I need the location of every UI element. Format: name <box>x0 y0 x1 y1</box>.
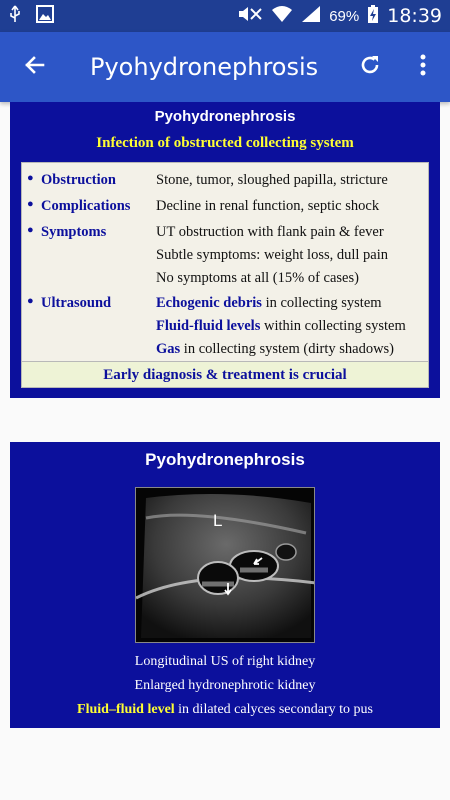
wifi-icon <box>271 5 293 27</box>
item-text: UT obstruction with flank pain & fever <box>156 224 384 240</box>
item-text: Decline in renal function, septic shock <box>156 198 380 214</box>
bullet-icon: ● <box>27 224 34 236</box>
clock: 18:39 <box>387 5 442 27</box>
battery-percent: 69% <box>329 7 360 25</box>
overflow-menu-button[interactable] <box>405 32 441 102</box>
highlight-term: Fluid-fluid levels <box>156 318 261 334</box>
term-label: Ultrasound <box>41 295 112 311</box>
more-vert-icon <box>420 54 426 81</box>
battery-charging-icon <box>367 4 379 28</box>
image-icon <box>36 5 54 28</box>
slide1-footer: Early diagnosis & treatment is crucial <box>22 361 428 387</box>
back-button[interactable] <box>0 32 70 102</box>
usb-icon <box>8 5 22 28</box>
caption-line: Enlarged hydronephrotic kidney <box>134 678 316 693</box>
highlight-term: Echogenic debris <box>156 295 262 311</box>
item-text: Gas in collecting system (dirty shadows) <box>156 341 395 357</box>
term-label: Obstruction <box>41 172 116 188</box>
term-label: Symptoms <box>41 224 107 240</box>
status-bar <box>0 0 450 32</box>
slide1-subtitle: Infection of obstructed collecting system <box>96 135 354 151</box>
slide1-title: Pyohydronephrosis <box>154 108 296 125</box>
slide1-content-panel <box>21 162 429 388</box>
arrow-left-icon <box>23 53 47 82</box>
ultrasound-image <box>135 487 315 643</box>
page-title: Pyohydronephrosis <box>90 53 319 81</box>
image-label: L <box>213 511 223 530</box>
app-bar <box>0 32 450 102</box>
item-text: No symptoms at all (15% of cases) <box>156 270 359 286</box>
slide2-title: Pyohydronephrosis <box>145 450 305 469</box>
bullet-icon: ● <box>27 295 34 307</box>
refresh-icon <box>358 53 382 82</box>
bullet-icon: ● <box>27 172 34 184</box>
highlight-term: Gas <box>156 341 181 357</box>
term-label: Complications <box>41 198 131 214</box>
item-text: Subtle symptoms: weight loss, dull pain <box>156 247 389 263</box>
signal-icon <box>301 5 321 27</box>
bullet-icon: ● <box>27 198 34 210</box>
item-text: Stone, tumor, sloughed papilla, stricture <box>156 172 388 188</box>
caption-highlight: Fluid–fluid level <box>77 702 175 717</box>
caption-line: Longitudinal US of right kidney <box>134 654 316 669</box>
slide-card-1[interactable] <box>10 102 440 398</box>
slide-card-2[interactable] <box>10 442 440 728</box>
caption-line: Fluid–fluid level in dilated calyces secondary to pus <box>77 702 373 717</box>
item-text: Echogenic debris in collecting system <box>156 295 382 311</box>
item-text: Fluid-fluid levels within collecting system <box>156 318 406 334</box>
mute-icon <box>237 6 263 26</box>
empty-area <box>0 728 450 800</box>
refresh-button[interactable] <box>350 32 390 102</box>
